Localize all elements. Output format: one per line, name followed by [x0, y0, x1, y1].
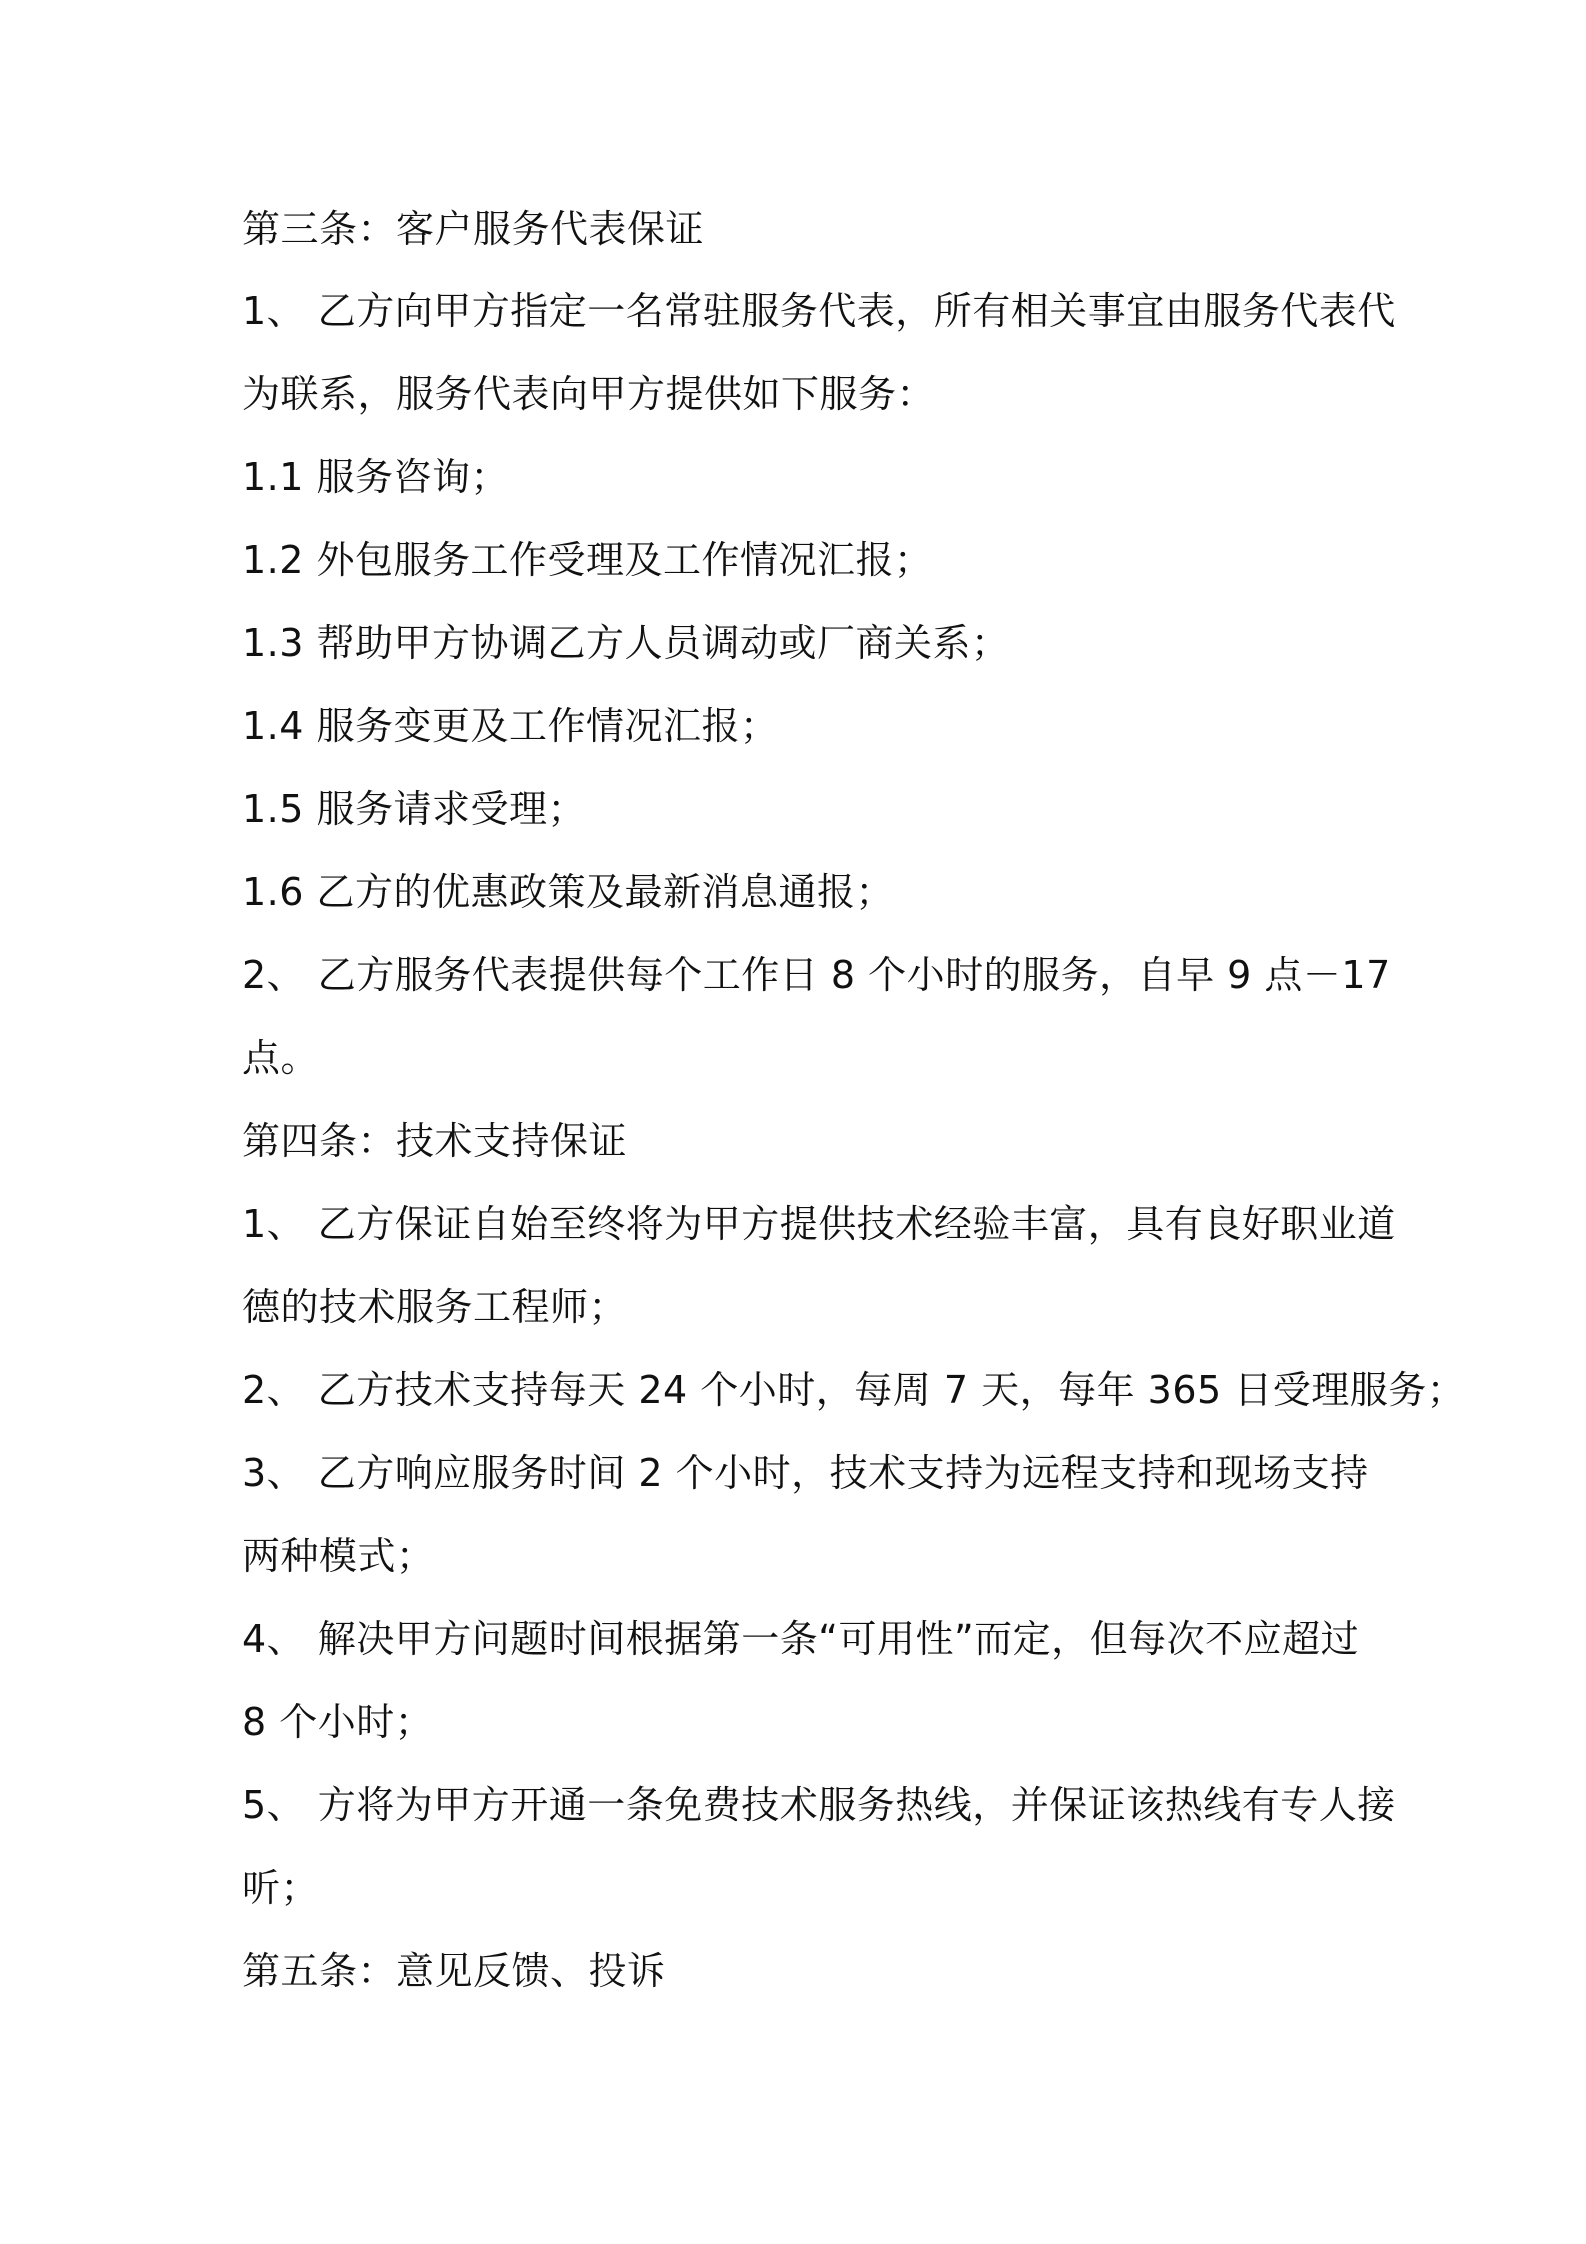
paragraph-line: 1、 乙方保证自始至终将为甲方提供技术经验丰富，具有良好职业道 — [242, 1202, 1396, 1246]
paragraph-line: 8 个小时； — [242, 1700, 434, 1744]
section-heading-5: 第五条：意见反馈、投诉 — [242, 1949, 666, 1993]
paragraph-line: 1、 乙方向甲方指定一名常驻服务代表，所有相关事宜由服务代表代 — [242, 289, 1396, 333]
section-heading-4: 第四条：技术支持保证 — [242, 1119, 628, 1163]
paragraph-line: 听； — [242, 1866, 320, 1910]
paragraph-line: 2、 乙方服务代表提供每个工作日 8 个小时的服务，自早 9 点－17 — [242, 953, 1391, 997]
paragraph-line: 5、 方将为甲方开通一条免费技术服务热线，并保证该热线有专人接 — [242, 1783, 1396, 1827]
section-heading-3: 第三条：客户服务代表保证 — [242, 207, 705, 251]
paragraph-line: 为联系，服务代表向甲方提供如下服务： — [242, 372, 936, 416]
paragraph-line: 点。 — [242, 1036, 320, 1080]
paragraph-line: 两种模式； — [242, 1534, 435, 1578]
paragraph-line: 德的技术服务工程师； — [242, 1285, 628, 1329]
paragraph-line: 3、 乙方响应服务时间 2 个小时，技术支持为远程支持和现场支持 — [242, 1451, 1369, 1495]
list-item: 1.6 乙方的优惠政策及最新消息通报； — [242, 870, 895, 914]
list-item: 1.4 服务变更及工作情况汇报； — [242, 704, 779, 748]
list-item: 1.1 服务咨询； — [242, 455, 510, 499]
list-item: 1.3 帮助甲方协调乙方人员调动或厂商关系； — [242, 621, 1010, 665]
list-item: 1.5 服务请求受理； — [242, 787, 587, 831]
paragraph-line: 4、 解决甲方问题时间根据第一条“可用性”而定，但每次不应超过 — [242, 1617, 1360, 1661]
paragraph-line: 2、 乙方技术支持每天 24 个小时，每周 7 天，每年 365 日受理服务； — [242, 1368, 1466, 1412]
list-item: 1.2 外包服务工作受理及工作情况汇报； — [242, 538, 933, 582]
